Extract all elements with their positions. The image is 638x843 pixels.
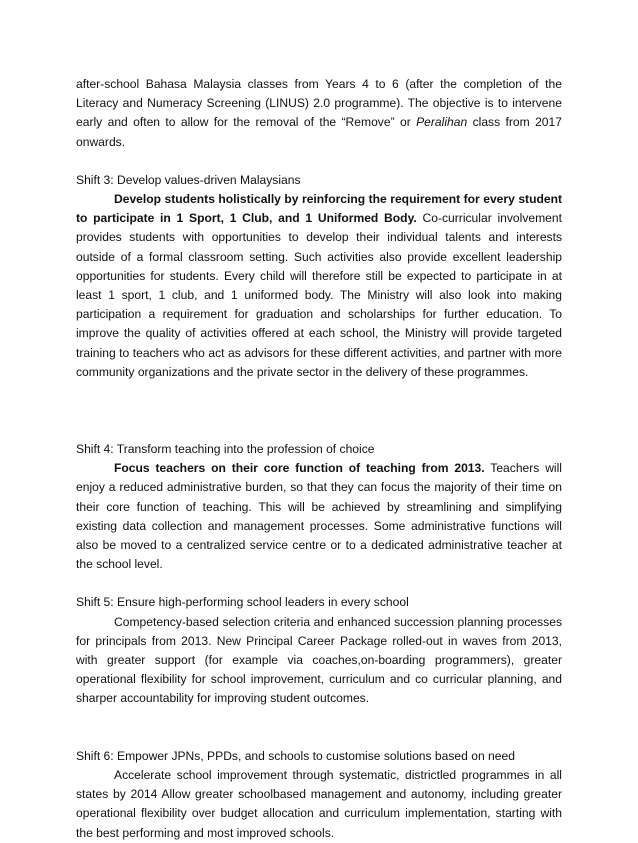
- intro-text-end: class from 2017 onwards.: [76, 115, 562, 149]
- shift3-heading: Shift 3: Develop values-driven Malaysians: [76, 172, 301, 187]
- shift5-heading: Shift 5: Ensure high-performing school leaders in every school: [76, 595, 409, 610]
- intro-text: after-school Bahasa Malaysia classes from Years 4 to 6 (after the completion of the Literacy and Numeracy Screening (LINUS) 2.0 programme). The objective is to intervene early and often to allow for the removal of the “Remove” or: [76, 77, 562, 130]
- shift3-paragraph: [76, 190, 562, 382]
- intro-paragraph: [76, 75, 562, 152]
- shift4-heading: Shift 4: Transform teaching into the profession of choice: [76, 442, 375, 457]
- shift6-paragraph: Accelerate school improvement through systematic, districtled programmes in all states by 2014 Allow greater schoolbased management and autonomy, including greater operational flexibility over budget allocation and curriculum implementation, starting with the best performing and most improved schools.: [76, 767, 562, 840]
- shift6-heading: Shift 6: Empower JPNs, PPDs, and schools to customise solutions based on need: [76, 748, 515, 763]
- intro-italic-term: Peralihan: [416, 115, 468, 130]
- shift4-bold-lead: Focus teachers on their core function of teaching from 2013.: [114, 461, 485, 476]
- shift4-body: Teachers will enjoy a reduced administrative burden, so that they can focus the majority of their time on their core function of teaching. This will be achieved by streamlining and simplifying existing data collection and management processes. Some administrative functions will also be moved to a centralized service centre or to a dedicated administrative teacher at the school level.: [76, 461, 562, 572]
- shift3-body: Co-curricular involvement provides students with opportunities to develop their individual talents and interests outside of a formal classroom setting. Such activities also provide excellent leadership opportunities for students. Every child will therefore still be expected to participate in at least 1 sport, 1 club, and 1 uniformed body. The Ministry will also look into making participation a requirement for graduation and scholarships for further education. To improve the quality of activities offered at each school, the Ministry will provide targeted training to teachers who act as advisors for these different activities, and partner with more community organizations and the private sector in the delivery of these programmes.: [76, 211, 562, 379]
- document-body: [76, 75, 562, 843]
- shift3-bold-lead: Develop students holistically by reinforcing the requirement for every student to participate in 1 Sport, 1 Club, and 1 Uniformed Body.: [76, 192, 562, 226]
- shift4-paragraph: [76, 459, 562, 574]
- shift5-paragraph: Competency-based selection criteria and enhanced succession planning processes for principals from 2013. New Principal Career Package rolled-out in waves from 2013, with greater support (for example via coaches,on-boarding programmers), greater operational flexibility for school improvement, curriculum and co curricular planning, and sharper accountability for improving student outcomes.: [76, 614, 562, 706]
